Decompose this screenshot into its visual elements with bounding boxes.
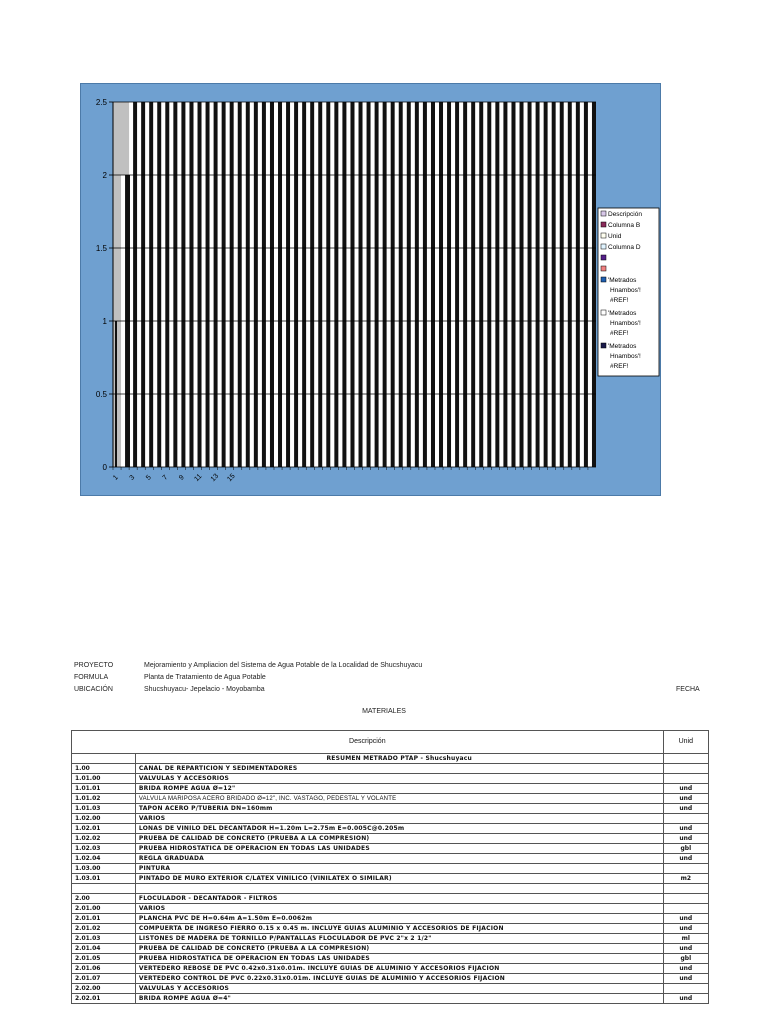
legend-label: 'Metrados Hnambos'! #REF!: [608, 310, 641, 337]
item-unit: [663, 904, 708, 914]
bar: [274, 102, 278, 467]
bar: [540, 102, 544, 467]
bar: [556, 102, 560, 467]
legend-swatch: [601, 266, 606, 271]
legend-label: 'Metrados Hnambos'! #REF!: [608, 343, 641, 370]
bar: [419, 102, 423, 467]
item-unit: und: [663, 784, 708, 794]
formula-label: FORMULA: [74, 674, 109, 681]
item-description: PLANCHA PVC DE H=0.64m A=1.50m E=0.0062m: [135, 914, 663, 924]
table-row: [72, 874, 709, 884]
bar: [499, 102, 503, 467]
table-row: [72, 844, 709, 854]
item-code: 2.01.03: [72, 934, 136, 944]
item-description: VERTEDERO CONTROL DE PVC 0.22x0.31x0.01m. INCLUYE GUIAS DE ALUMINIO Y ACCESORIOS FIJACION: [135, 974, 663, 984]
ubicacion-value: Shucshuyacu- Jepelacio - Moyobamba: [144, 686, 265, 693]
bar: [334, 102, 338, 467]
table-row: [72, 794, 709, 804]
legend-swatch: [601, 211, 606, 216]
bar: [282, 102, 286, 467]
bar: [435, 102, 439, 467]
bar: [423, 102, 427, 467]
item-unit: und: [663, 794, 708, 804]
bar: [576, 102, 580, 467]
legend-swatch: [601, 244, 606, 249]
item-description: VARIOS: [135, 904, 663, 914]
item-description: FLOCULADOR - DECANTADOR - FILTROS: [135, 894, 663, 904]
item-description: LISTONES DE MADERA DE TORNILLO P/PANTALLAS FLOCULADOR DE PVC 2"x 2 1/2": [135, 934, 663, 944]
bar: [266, 102, 270, 467]
legend-label: Descripción: [608, 211, 642, 218]
item-code: 1.02.03: [72, 844, 136, 854]
bar: [254, 102, 258, 467]
bar: [375, 102, 379, 467]
bar: [306, 102, 310, 467]
table-header-row: [72, 731, 709, 754]
y-tick-label: 1.5: [95, 244, 107, 253]
legend-swatch: [601, 233, 606, 238]
formula-value: Planta de Tratamiento de Agua Potable: [144, 674, 266, 681]
bar: [250, 102, 254, 467]
bar: [350, 102, 354, 467]
item-code: 2.01.05: [72, 954, 136, 964]
bar: [346, 102, 350, 467]
item-unit: und: [663, 854, 708, 864]
item-description: PINTADO DE MURO EXTERIOR C/LATEX VINILICO (VINILATEX O SIMILAR): [135, 874, 663, 884]
item-description: VALVULA MARIPOSA ACERO BRIDADO Ø=12", INC. VASTAGO, PEDESTAL Y VOLANTE: [135, 794, 663, 804]
bar: [536, 102, 540, 467]
item-unit: m2: [663, 874, 708, 884]
item-unit: [663, 894, 708, 904]
item-code: 1.02.01: [72, 824, 136, 834]
item-description: BRIDA ROMPE AGUA Ø=12": [135, 784, 663, 794]
bar: [355, 102, 359, 467]
legend-label: Unid: [608, 233, 622, 240]
item-description: VALVULAS Y ACCESORIOS: [135, 984, 663, 994]
item-code: 1.02.02: [72, 834, 136, 844]
bar: [326, 102, 330, 467]
table-row: [72, 864, 709, 874]
item-code: 2.01.04: [72, 944, 136, 954]
bar: [310, 102, 314, 467]
header-unit: Unid: [663, 731, 708, 754]
bar: [387, 102, 391, 467]
table-row: [72, 974, 709, 984]
item-description: LONAS DE VINILO DEL DECANTADOR H=1.20m L=2.75m E=0.005C@0.205m: [135, 824, 663, 834]
legend-swatch: [601, 222, 606, 227]
item-unit: und: [663, 944, 708, 954]
table-row: [72, 804, 709, 814]
bar: [584, 102, 588, 467]
legend-label: Columna D: [608, 244, 641, 251]
table-row: [72, 984, 709, 994]
chart-area: [80, 83, 661, 496]
item-description: PRUEBA HIDROSTATICA DE OPERACION EN TODAS LAS UNIDADES: [135, 954, 663, 964]
table-row: [72, 824, 709, 834]
bar: [431, 102, 435, 467]
bar: [447, 102, 451, 467]
item-unit: [663, 864, 708, 874]
bar: [471, 102, 475, 467]
bar: [495, 102, 499, 467]
item-unit: [663, 774, 708, 784]
bar: [463, 102, 467, 467]
bar: [194, 102, 198, 467]
x-tick-label: 5: [145, 474, 153, 482]
item-code: 1.00: [72, 764, 136, 774]
y-tick-label: 2: [102, 171, 107, 180]
bar: [475, 102, 479, 467]
bar: [238, 102, 242, 467]
bar: [507, 102, 511, 467]
x-tick-label: 11: [193, 472, 204, 483]
y-tick-label: 1: [102, 317, 107, 326]
table-row: [72, 944, 709, 954]
bar: [479, 102, 483, 467]
item-code: 2.01.02: [72, 924, 136, 934]
item-code: 2.01.01: [72, 914, 136, 924]
table-row: [72, 954, 709, 964]
item-unit: [663, 884, 708, 894]
table-row: [72, 924, 709, 934]
bar: [391, 102, 395, 467]
item-code: 2.01.07: [72, 974, 136, 984]
bar: [552, 102, 556, 467]
x-tick-label: 3: [128, 474, 137, 482]
table-row: [72, 994, 709, 1004]
bar: [133, 102, 137, 467]
item-code: 1.02.04: [72, 854, 136, 864]
bar: [459, 102, 463, 467]
bar: [572, 102, 576, 467]
bar: [294, 102, 298, 467]
item-description: [135, 884, 663, 894]
item-description: TAPON ACERO P/TUBERIA DN=160mm: [135, 804, 663, 814]
x-tick-label: 1: [112, 474, 120, 482]
bar: [314, 102, 318, 467]
item-code: 2.00: [72, 894, 136, 904]
table-row: [72, 964, 709, 974]
legend-label: Columna B: [608, 222, 641, 229]
bar: [371, 102, 375, 467]
proyecto-label: PROYECTO: [74, 662, 114, 669]
item-unit: und: [663, 924, 708, 934]
bar: [532, 102, 536, 467]
bar: [427, 102, 431, 467]
legend-swatch: [601, 310, 606, 315]
bar: [548, 102, 552, 467]
bar: [161, 102, 165, 467]
item-unit: und: [663, 974, 708, 984]
bar: [467, 102, 471, 467]
bar: [330, 102, 334, 467]
x-tick-label: 15: [226, 472, 237, 484]
table-row: [72, 834, 709, 844]
item-description: COMPUERTA DE INGRESO FIERRO 0.15 x 0.45 m. INCLUYE GUIAS ALUMINIO Y ACCESORIOS DE FIJACION: [135, 924, 663, 934]
item-code: 1.03.01: [72, 874, 136, 884]
bar: [137, 102, 141, 467]
table-row: [72, 814, 709, 824]
bar: [141, 102, 145, 467]
bar: [439, 102, 443, 467]
item-code: 2.01.00: [72, 904, 136, 914]
bar: [173, 102, 177, 467]
legend-label: 'Metrados Hnambos'! #REF!: [608, 277, 641, 304]
bar: [270, 102, 274, 467]
item-code: 1.01.02: [72, 794, 136, 804]
item-code: 1.01.00: [72, 774, 136, 784]
bar: [169, 102, 173, 467]
bar: [411, 102, 415, 467]
x-tick-label: 9: [178, 474, 186, 482]
bar: [226, 102, 230, 467]
bar: [322, 102, 326, 467]
bar: [528, 102, 532, 467]
bar: [210, 102, 214, 467]
bar: [395, 102, 399, 467]
materials-title: MATERIALES: [362, 708, 406, 715]
bar-chart: [81, 84, 660, 495]
item-unit: und: [663, 824, 708, 834]
table-row: [72, 784, 709, 794]
bar: [511, 102, 515, 467]
bar: [379, 102, 383, 467]
bar: [246, 102, 250, 467]
bar: [214, 102, 218, 467]
bar: [592, 102, 596, 467]
ubicacion-label: UBICACIÓN: [74, 686, 113, 693]
item-description: VALVULAS Y ACCESORIOS: [135, 774, 663, 784]
table-row: [72, 904, 709, 914]
table-row: [72, 854, 709, 864]
bar: [234, 102, 238, 467]
bar: [415, 102, 419, 467]
item-description: PRUEBA DE CALIDAD DE CONCRETO (PRUEBA A LA COMPRESION): [135, 944, 663, 954]
item-unit: und: [663, 994, 708, 1004]
item-description: PRUEBA DE CALIDAD DE CONCRETO (PRUEBA A LA COMPRESION): [135, 834, 663, 844]
bar: [230, 102, 234, 467]
legend-swatch: [601, 343, 606, 348]
item-unit: ml: [663, 934, 708, 944]
bar: [262, 102, 266, 467]
summary-code: [72, 754, 136, 764]
item-code: [72, 884, 136, 894]
table-row: [72, 894, 709, 904]
item-description: VARIOS: [135, 814, 663, 824]
summary-title: RESUMEN METRADO PTAP - Shucshuyacu: [135, 754, 663, 764]
y-tick-label: 0: [102, 463, 107, 472]
bar: [278, 102, 282, 467]
table-row: [72, 914, 709, 924]
item-code: 1.03.00: [72, 864, 136, 874]
bar: [520, 102, 524, 467]
item-unit: [663, 984, 708, 994]
legend-swatch: [601, 277, 606, 282]
bar: [177, 102, 181, 467]
bar: [149, 102, 153, 467]
item-description: CANAL DE REPARTICION Y SEDIMENTADORES: [135, 764, 663, 774]
bar: [483, 102, 487, 467]
bar: [185, 102, 189, 467]
item-description: VERTEDERO REBOSE DE PVC 0.42x0.31x0.01m. INCLUYE GUIAS DE ALUMINIO Y ACCESORIOS FIJACION: [135, 964, 663, 974]
bar: [580, 102, 584, 467]
bar: [560, 102, 564, 467]
item-description: PRUEBA HIDROSTATICA DE OPERACION EN TODAS LAS UNIDADES: [135, 844, 663, 854]
bar: [202, 102, 206, 467]
bar: [399, 102, 403, 467]
header-description: Descripción: [72, 731, 664, 754]
bar: [318, 102, 322, 467]
summary-row: [72, 754, 709, 764]
bar: [298, 102, 302, 467]
legend-swatch: [601, 255, 606, 260]
item-unit: gbl: [663, 844, 708, 854]
item-unit: [663, 814, 708, 824]
table-row: [72, 764, 709, 774]
bar: [367, 102, 371, 467]
bar: [290, 102, 294, 467]
item-unit: und: [663, 964, 708, 974]
bar: [165, 102, 169, 467]
x-tick-label: 7: [161, 474, 170, 482]
materials-table: [71, 730, 709, 1004]
fecha-label: FECHA: [676, 686, 700, 693]
bar: [338, 102, 342, 467]
proyecto-value: Mejoramiento y Ampliacion del Sistema de Agua Potable de la Localidad de Shucshuyacu: [144, 662, 423, 669]
item-description: REGLA GRADUADA: [135, 854, 663, 864]
item-code: 2.02.01: [72, 994, 136, 1004]
bar: [451, 102, 455, 467]
bar: [363, 102, 367, 467]
x-tick-label: 13: [209, 472, 221, 484]
bar: [222, 102, 226, 467]
bar: [564, 102, 568, 467]
bar: [286, 102, 290, 467]
bar: [258, 102, 262, 467]
bar: [206, 102, 210, 467]
bar: [455, 102, 459, 467]
item-code: 1.01.01: [72, 784, 136, 794]
item-unit: und: [663, 834, 708, 844]
bar: [443, 102, 447, 467]
item-description: BRIDA ROMPE AGUA Ø=4": [135, 994, 663, 1004]
bar: [302, 102, 306, 467]
bar: [487, 102, 491, 467]
bar: [359, 102, 363, 467]
bar: [491, 102, 495, 467]
bar: [189, 102, 193, 467]
bar: [407, 102, 411, 467]
item-unit: und: [663, 914, 708, 924]
y-tick-label: 0.5: [95, 390, 107, 399]
item-code: 1.01.03: [72, 804, 136, 814]
item-unit: und: [663, 804, 708, 814]
bar: [568, 102, 572, 467]
item-code: 2.01.06: [72, 964, 136, 974]
table-row: [72, 774, 709, 784]
bar: [218, 102, 222, 467]
y-tick-label: 2.5: [95, 98, 107, 107]
bar: [403, 102, 407, 467]
bar: [198, 102, 202, 467]
bar: [544, 102, 548, 467]
bar: [588, 102, 592, 467]
bar: [516, 102, 520, 467]
bar: [181, 102, 185, 467]
bar: [524, 102, 528, 467]
bar: [145, 102, 149, 467]
table-row: [72, 884, 709, 894]
bar: [157, 102, 161, 467]
bar: [342, 102, 346, 467]
summary-unit: [663, 754, 708, 764]
table-row: [72, 934, 709, 944]
item-code: 2.02.00: [72, 984, 136, 994]
item-code: 1.02.00: [72, 814, 136, 824]
item-unit: [663, 764, 708, 774]
item-unit: gbl: [663, 954, 708, 964]
bar: [242, 102, 246, 467]
bar: [383, 102, 387, 467]
bar: [503, 102, 507, 467]
item-description: PINTURA: [135, 864, 663, 874]
bar: [153, 102, 157, 467]
